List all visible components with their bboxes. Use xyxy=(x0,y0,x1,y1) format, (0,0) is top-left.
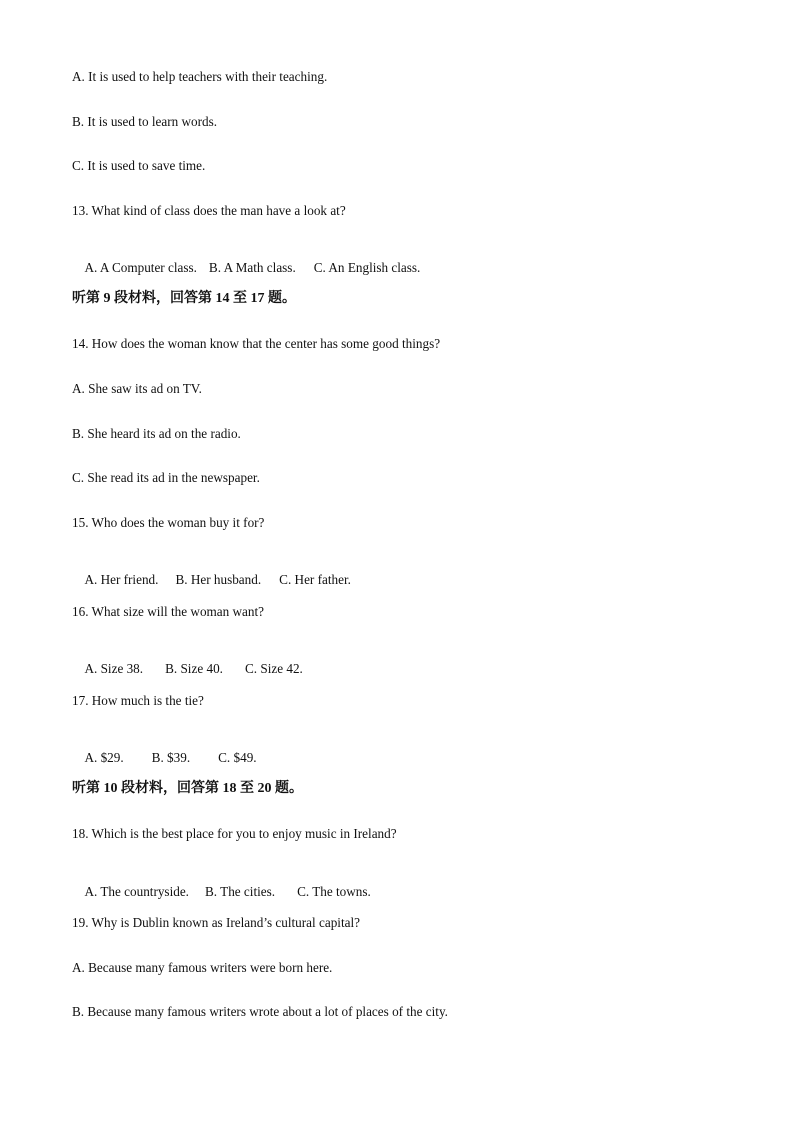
option-a: A. $29. xyxy=(84,750,124,766)
option-b: B. A Math class. xyxy=(208,260,296,276)
section-heading: 听第 9 段材料，回答第 14 至 17 题。 xyxy=(72,291,296,306)
question-14: 14. How does the woman know that the center has some good things? xyxy=(72,336,441,351)
question-16: 16. What size will the woman want? xyxy=(72,604,265,619)
option-b: B. Her husband. xyxy=(175,572,262,588)
question-15: 15. Who does the woman buy it for? xyxy=(72,515,265,530)
options-row xyxy=(72,872,371,912)
option-c: C. Her father. xyxy=(279,572,351,588)
question-13: 13. What kind of class does the man have a look at? xyxy=(72,203,346,218)
option-line: C. She read its ad in the newspaper. xyxy=(72,470,260,485)
options-row xyxy=(72,738,257,778)
option-a: A. Size 38. xyxy=(84,661,144,677)
options-row xyxy=(72,560,351,600)
question-18: 18. Which is the best place for you to enjoy music in Ireland? xyxy=(72,826,397,841)
option-a: A. Her friend. xyxy=(84,572,159,588)
option-c: C. The towns. xyxy=(297,884,371,900)
option-c: C. $49. xyxy=(218,750,257,766)
option-line: B. It is used to learn words. xyxy=(72,114,218,129)
option-line: A. She saw its ad on TV. xyxy=(72,381,202,396)
option-b: B. $39. xyxy=(151,750,191,766)
option-b: B. Size 40. xyxy=(165,661,223,677)
option-a: A. The countryside. xyxy=(84,884,189,900)
question-19: 19. Why is Dublin known as Ireland’s cultural capital? xyxy=(72,915,360,930)
option-line: A. It is used to help teachers with their teaching. xyxy=(72,69,328,84)
option-line: B. Because many famous writers wrote about a lot of places of the city. xyxy=(72,1004,448,1019)
option-a: A. A Computer class. xyxy=(84,260,197,276)
options-row xyxy=(72,248,420,288)
section-heading: 听第 10 段材料，回答第 18 至 20 题。 xyxy=(72,781,303,796)
question-17: 17. How much is the tie? xyxy=(72,693,204,708)
option-line: A. Because many famous writers were born here. xyxy=(72,960,333,975)
option-line: B. She heard its ad on the radio. xyxy=(72,426,241,441)
option-c: C. Size 42. xyxy=(244,661,303,677)
option-c: C. An English class. xyxy=(313,260,421,276)
option-line: C. It is used to save time. xyxy=(72,158,206,173)
options-row xyxy=(72,649,303,689)
option-b: B. The cities. xyxy=(204,884,276,900)
